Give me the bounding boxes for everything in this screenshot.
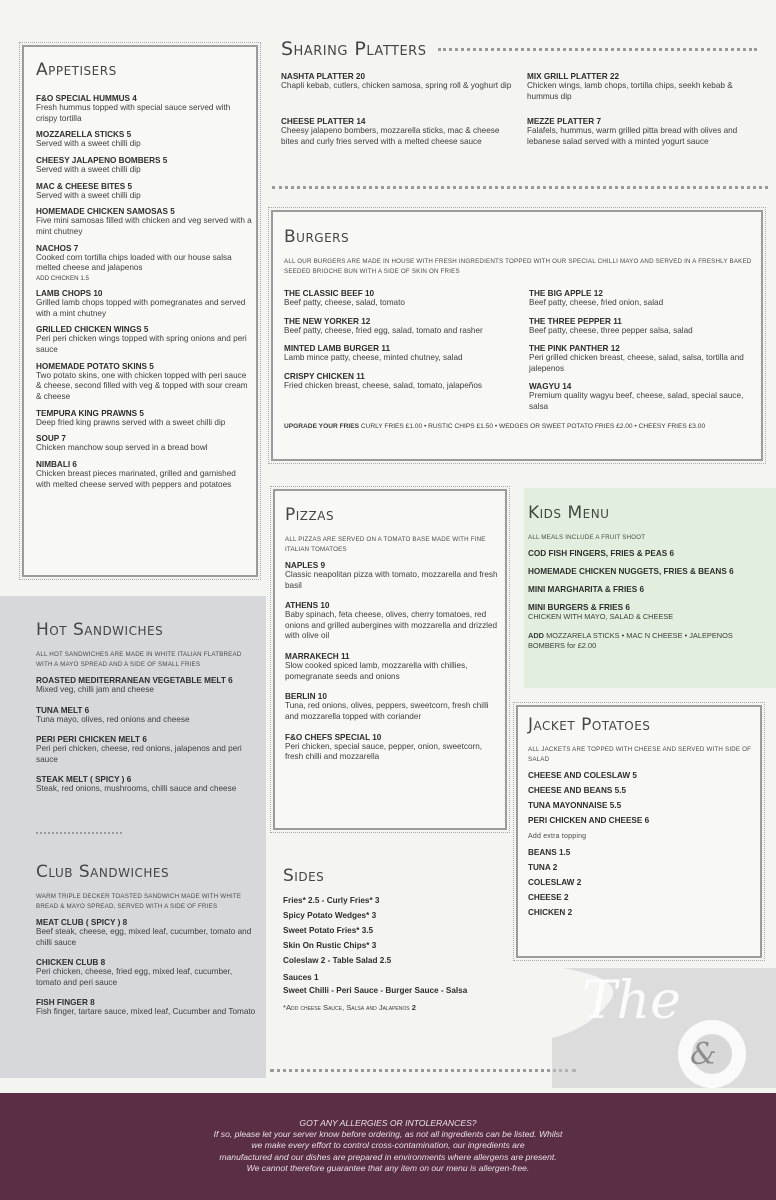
- burgers-section: [284, 227, 754, 430]
- item-price: 12: [593, 288, 603, 298]
- item-description: Fried chicken breast, cheese, salad, tomato, jalapeños: [284, 380, 482, 390]
- item-title: NACHOS: [36, 243, 72, 253]
- item-name: [285, 692, 501, 701]
- menu-item: [528, 549, 768, 558]
- appetisers-section: [36, 60, 252, 496]
- side-item: Fries* 2.5 - Curly Fries* 3: [283, 896, 380, 905]
- jacket-title: Jacket Potatoes: [528, 715, 651, 735]
- burgers-note: ALL OUR BURGERS ARE MADE IN HOUSE WITH FRESH INGREDIENTS TOPPED WITH OUR SPECIAL CHILLI MAYO AND SERVED IN A FRESHLY BAKED SEEDED BRIOCHE BUN WITH A SIDE OF SKIN ON FRIES: [284, 258, 752, 275]
- item-price: 1.5: [558, 848, 571, 858]
- item-name: [36, 94, 252, 103]
- item-price: 7: [61, 434, 66, 444]
- footer-line-2: If so, please let your server know before ordering, as not all ingredients can be listed. Whilst: [213, 1129, 563, 1140]
- item-description: Falafels, hummus, warm grilled pitta bread with olives and lebanese salad served with a minted yogurt sauce: [527, 126, 738, 146]
- item-title: ROASTED MEDITERRANEAN VEGETABLE MELT: [36, 675, 226, 685]
- menu-item: [36, 362, 252, 403]
- item-name: [36, 460, 252, 469]
- item-price: 5: [139, 408, 144, 418]
- item-price: 12: [361, 316, 371, 326]
- sharing-title: Sharing Platters: [281, 38, 427, 60]
- jacket-section: [528, 715, 754, 923]
- item-name: [528, 801, 754, 810]
- item-description: Fish finger, tartare sauce, mixed leaf, Cucumber and Tomato: [36, 1007, 256, 1017]
- menu-item: [285, 601, 501, 642]
- item-price: 12: [610, 344, 620, 354]
- item-description: CHICKEN WITH MAYO, SALAD & CHEESE: [528, 611, 674, 621]
- item-price: 2: [576, 878, 582, 888]
- item-price: 14: [562, 382, 572, 392]
- item-title: NAPLES: [285, 560, 319, 570]
- kids-add-label: ADD: [528, 630, 545, 640]
- item-name: [284, 289, 529, 298]
- menu-item: [529, 382, 754, 412]
- club-section: [36, 862, 258, 1028]
- item-price: 11: [340, 652, 350, 662]
- item-name: [36, 325, 252, 334]
- menu-item: [528, 603, 768, 622]
- menu-item: [528, 848, 754, 857]
- item-price: 14: [356, 117, 366, 127]
- item-description: Served with a sweet chilli dip: [36, 139, 141, 149]
- item-extra: ADD CHICKEN 1.5: [36, 274, 89, 282]
- item-title: BERLIN: [285, 692, 316, 702]
- menu-item: [528, 585, 768, 594]
- item-name: [528, 585, 768, 594]
- item-title: THE CLASSIC BEEF: [284, 288, 363, 298]
- item-title: F&O SPECIAL HUMMUS: [36, 94, 131, 103]
- upgrade-text: CURLY FRIES £1.00 • RUSTIC CHIPS £1.50 • WEDGES OR SWEET POTATO FRIES £2.00 • CHEESY FRIES £3.00: [360, 422, 706, 430]
- item-price: 10: [372, 732, 382, 742]
- menu-item: [36, 409, 252, 429]
- menu-item: [36, 735, 258, 765]
- item-title: THE NEW YORKER: [284, 316, 359, 326]
- item-description: Chicken wings, lamb chops, tortilla chips, seekh kebab & hummus dip: [527, 81, 733, 101]
- item-price: 5.5: [614, 785, 626, 795]
- item-price: 5.5: [609, 800, 622, 810]
- item-title: CHEESE AND BEANS: [528, 785, 613, 795]
- menu-item: [529, 317, 754, 337]
- item-price: 22: [609, 72, 620, 81]
- item-price: 6: [625, 602, 630, 612]
- item-price: 5: [127, 181, 133, 191]
- item-price: 11: [381, 344, 390, 354]
- item-description: Beef steak, cheese, egg, mixed leaf, cucumber, tomato and chilli sauce: [36, 926, 252, 947]
- item-description: Cooked corn tortilla chips loaded with our house salsa melted cheese and jalapenos: [36, 252, 232, 273]
- item-description: Mixed veg, chilli jam and cheese: [36, 684, 154, 694]
- side-item: Coleslaw 2 - Table Salad 2.5: [283, 956, 392, 965]
- item-name: [528, 567, 768, 576]
- item-name: [528, 848, 754, 857]
- sauces-title: Sauces 1: [283, 973, 319, 982]
- menu-item: [36, 156, 252, 176]
- item-description: Five mini samosas filled with chicken and veg served with a mint chutney: [36, 216, 252, 236]
- item-name: [529, 382, 754, 391]
- item-title: MINI MARGHARITA & FRIES: [528, 584, 638, 594]
- menu-item: [284, 372, 529, 392]
- item-description: Tuna, red onions, olives, peppers, sweetcorn, fresh chilli and mozzarella topped with coriander: [285, 701, 489, 722]
- item-name: [528, 771, 754, 780]
- sharing-item: [527, 117, 757, 147]
- item-description: Peri chicken, cheese, fried egg, mixed leaf, cucumber, tomato and peri sauce: [36, 967, 233, 987]
- item-title: CHEESE AND COLESLAW: [528, 770, 631, 780]
- burgers-left-column: [284, 289, 529, 421]
- item-title: NIMBALI: [36, 459, 71, 469]
- menu-item: [284, 289, 529, 309]
- item-title: TUNA: [528, 863, 551, 873]
- jacket-extra-note: Add extra topping: [528, 832, 587, 840]
- menu-item: [36, 182, 252, 202]
- item-name: [285, 601, 501, 610]
- item-name: [528, 908, 754, 917]
- menu-item: [36, 325, 252, 355]
- item-title: STEAK MELT ( SPICY ): [36, 775, 125, 785]
- side-item: Sweet Potato Fries* 3.5: [283, 926, 374, 935]
- menu-item: [284, 344, 529, 364]
- menu-item: [528, 863, 754, 872]
- item-title: MEZZE PLATTER: [527, 117, 595, 127]
- sides-note-price: 2: [411, 1003, 416, 1012]
- item-title: MEAT CLUB ( SPICY ): [36, 917, 121, 927]
- jacket-extras-list: [528, 848, 754, 917]
- logo-graphic: [552, 968, 776, 1088]
- menu-item: [36, 676, 258, 696]
- menu-item: [36, 775, 258, 795]
- item-description: Two potato skins, one with chicken topped with peri sauce & cheese, second filled with veg & topped with sour cream & cheese: [36, 370, 248, 401]
- pizzas-list: [285, 561, 501, 763]
- item-name: [281, 117, 527, 126]
- sharing-item: [527, 72, 757, 102]
- sides-section: [283, 866, 513, 1012]
- menu-item: [36, 434, 252, 454]
- menu-item: [36, 998, 258, 1018]
- item-title: THE PINK PANTHER: [529, 344, 609, 354]
- club-title: Club Sandwiches: [36, 862, 170, 882]
- item-title: COD FISH FINGERS, FRIES & PEAS: [528, 548, 668, 558]
- item-title: CHICKEN: [528, 908, 566, 918]
- hot-list: [36, 676, 258, 795]
- menu-item: [285, 733, 501, 763]
- item-description: Served with a sweet chilli dip: [36, 190, 141, 200]
- item-price: 7: [73, 243, 79, 253]
- item-name: [529, 289, 754, 298]
- item-name: [285, 733, 501, 742]
- item-name: [528, 549, 768, 558]
- item-price: 2: [552, 863, 558, 873]
- item-name: [36, 244, 252, 253]
- item-description: Baby spinach, feta cheese, olives, cherry tomatoes, red onions and grilled aubergines with mozzarella and drizzled with olive oil: [285, 610, 498, 641]
- item-name: [527, 72, 757, 81]
- item-description: Chicken breast pieces marinated, grilled and garnished with melted cheese served with peppers and potatoes: [36, 468, 236, 489]
- item-title: F&O CHEFS SPECIAL: [285, 732, 370, 742]
- item-name: [529, 317, 754, 326]
- item-title: BEANS: [528, 848, 557, 858]
- club-note: WARM TRIPLE DECKER TOASTED SANDWICH MADE WITH WHITE BREAD & MAYO SPREAD, SERVED WITH A SIDE OF FRIES: [36, 893, 242, 910]
- menu-item: [36, 207, 252, 237]
- menu-item: [528, 771, 754, 780]
- menu-item: [36, 289, 252, 319]
- item-title: HOMEMADE CHICKEN SAMOSAS: [36, 207, 168, 217]
- menu-item: [528, 801, 754, 810]
- item-name: [284, 344, 529, 353]
- item-title: SOUP: [36, 434, 60, 444]
- item-name: [36, 998, 258, 1007]
- item-price: 20: [355, 72, 366, 81]
- item-name: [36, 676, 258, 685]
- item-name: [36, 775, 258, 784]
- menu-item: [529, 344, 754, 374]
- item-title: MARRAKECH: [285, 652, 339, 662]
- kids-section: [528, 503, 768, 652]
- item-name: [527, 117, 757, 126]
- kids-title: Kids Menu: [528, 503, 610, 523]
- item-description: Peri peri chicken, cheese, red onions, jalapenos and peri sauce: [36, 744, 242, 764]
- item-name: [36, 735, 258, 744]
- sides-list: [283, 896, 513, 965]
- item-name: [285, 652, 501, 661]
- item-description: Beef patty, cheese, fried egg, salad, tomato and rasher: [284, 325, 483, 335]
- item-title: TEMPURA KING PRAWNS: [36, 408, 138, 418]
- menu-item: [36, 130, 252, 150]
- item-price: 9: [320, 560, 326, 570]
- appetisers-title: Appetisers: [36, 60, 117, 80]
- item-name: [36, 207, 252, 216]
- item-price: 6: [729, 566, 734, 576]
- sharing-section: [281, 38, 757, 153]
- menu-item: [285, 561, 501, 591]
- item-price: 5: [149, 361, 154, 371]
- item-title: LAMB CHOPS: [36, 288, 92, 298]
- item-price: 7: [596, 117, 602, 127]
- item-name: [281, 72, 527, 81]
- hot-note: ALL HOT SANDWICHES ARE MADE IN WHITE ITALIAN FLATBREAD WITH A MAYO SPREAD AND A SIDE OF SMALL FRIES: [36, 651, 242, 668]
- menu-item: [528, 893, 754, 902]
- footer-line-3: we make every effort to control cross-contamination, our ingredients are: [251, 1140, 525, 1151]
- item-name: [36, 409, 252, 418]
- item-name: [36, 156, 252, 165]
- item-title: CHEESE PLATTER: [281, 117, 355, 127]
- sharing-item: [281, 72, 527, 102]
- item-description: Steak, red onions, mushrooms, chilli sauce and cheese: [36, 784, 237, 794]
- sharing-item: [281, 117, 527, 147]
- item-description: Grilled lamb chops topped with pomegranates and served with a mint chutney: [36, 297, 246, 318]
- item-title: COLESLAW: [528, 878, 575, 888]
- jacket-note: ALL JACKETS ARE TOPPED WITH CHEESE AND SERVED WITH SIDE OF SALAD: [528, 746, 752, 763]
- item-title: MINTED LAMB BURGER: [284, 344, 380, 354]
- item-name: [528, 878, 754, 887]
- item-title: TUNA MELT: [36, 705, 83, 715]
- item-price: 5: [143, 325, 149, 335]
- restaurant-logo: [552, 968, 776, 1088]
- item-title: TUNA MAYONNAISE: [528, 800, 608, 810]
- item-price: 5: [170, 207, 175, 217]
- hot-section: [36, 620, 258, 805]
- burgers-title: Burgers: [284, 227, 350, 247]
- item-title: THE BIG APPLE: [529, 288, 592, 298]
- item-price: 10: [317, 692, 327, 702]
- item-title: FISH FINGER: [36, 998, 88, 1008]
- item-description: Beef patty, cheese, three pepper salsa, salad: [529, 325, 693, 335]
- item-title: CHEESE: [528, 893, 562, 903]
- item-price: 5: [126, 130, 132, 140]
- kids-add-text: MOZZARELA STICKS • MAC N CHEESE • JALEPENOS BOMBERS for £2.00: [528, 630, 733, 651]
- bottom-rule: [270, 1069, 576, 1072]
- item-title: MOZZARELLA STICKS: [36, 130, 125, 140]
- item-title: CHEESY JALAPENO BOMBERS: [36, 155, 161, 165]
- item-title: CHICKEN CLUB: [36, 958, 99, 968]
- item-price: 11: [356, 371, 365, 381]
- item-price: 6: [84, 705, 90, 715]
- pizzas-section: [285, 505, 501, 773]
- menu-item: [528, 567, 768, 576]
- item-description: Slow cooked spiced lamb, mozzarella with chillies, pomegranate seeds and onions: [285, 661, 468, 681]
- item-title: NASHTA PLATTER: [281, 72, 354, 81]
- logo-text-the: The: [582, 971, 681, 1031]
- item-name: [528, 603, 768, 612]
- item-price: 4: [132, 94, 137, 103]
- item-title: HOMEMADE POTATO SKINS: [36, 361, 147, 371]
- sides-note: *Add cheese Sauce, Salsa and Jalapenos: [283, 1003, 410, 1012]
- item-title: WAGYU: [529, 382, 560, 392]
- item-title: MIX GRILL PLATTER: [527, 72, 608, 81]
- jacket-list: [528, 771, 754, 825]
- allergy-footer: [0, 1093, 776, 1200]
- side-item: Skin On Rustic Chips* 3: [283, 941, 377, 950]
- menu-item: [528, 878, 754, 887]
- item-description: Served with a sweet chilli dip: [36, 164, 141, 174]
- footer-heading: GOT ANY ALLERGIES OR INTOLERANCES?: [299, 1118, 477, 1128]
- item-price: 6: [72, 459, 77, 469]
- item-name: [36, 918, 258, 927]
- club-list: [36, 918, 258, 1018]
- item-title: MAC & CHEESE BITES: [36, 181, 126, 191]
- appetisers-list: [36, 94, 252, 490]
- pizzas-title: Pizzas: [285, 505, 335, 525]
- upgrade-label: UPGRADE YOUR FRIES: [284, 422, 359, 430]
- item-title: PERI CHICKEN AND CHEESE: [528, 815, 643, 825]
- item-title: HOMEMADE CHICKEN NUGGETS, FRIES & BEANS: [528, 566, 727, 576]
- item-description: Classic neapolitan pizza with tomato, mozzarella and fresh basil: [285, 569, 498, 590]
- item-description: Beef patty, cheese, fried onion, salad: [529, 297, 664, 307]
- sandwich-divider: [36, 832, 122, 834]
- item-description: Fresh hummus topped with special sauce served with crispy tortilla: [36, 103, 231, 123]
- item-price: 6: [639, 584, 645, 594]
- item-name: [36, 130, 252, 139]
- item-price: 6: [669, 548, 675, 558]
- item-name: [529, 344, 754, 353]
- footer-line-5: We cannot therefore guarantee that any item on our menu is allergen-free.: [246, 1162, 530, 1173]
- item-description: Cheesy jalapeno bombers, mozzarella sticks, mac & cheese bites and curly fries served with a melted cheese sauce: [281, 126, 500, 146]
- item-price: 11: [613, 316, 622, 326]
- item-price: 6: [142, 735, 147, 745]
- item-name: [36, 182, 252, 191]
- menu-item: [528, 786, 754, 795]
- menu-item: [528, 816, 754, 825]
- item-description: Chicken manchow soup served in a bread bowl: [36, 443, 208, 453]
- kids-note: ALL MEALS INCLUDE A FRUIT SHOOT: [528, 534, 646, 541]
- item-name: [36, 362, 252, 371]
- side-item: Spicy Potato Wedges* 3: [283, 911, 377, 920]
- menu-item: [36, 94, 252, 124]
- item-price: 2: [567, 908, 573, 918]
- item-title: THE THREE PEPPER: [529, 316, 611, 326]
- item-name: [528, 893, 754, 902]
- item-price: 8: [90, 998, 95, 1008]
- sharing-rule: [438, 48, 757, 51]
- item-price: 6: [644, 815, 650, 825]
- menu-item: [284, 317, 529, 337]
- burgers-right-column: [529, 289, 754, 421]
- item-name: [528, 786, 754, 795]
- item-description: Tuna mayo, olives, red onions and cheese: [36, 714, 190, 724]
- item-price: 6: [126, 775, 132, 785]
- item-price: 10: [364, 288, 375, 298]
- item-name: [285, 561, 501, 570]
- item-title: GRILLED CHICKEN WINGS: [36, 325, 142, 335]
- menu-item: [36, 244, 252, 283]
- item-name: [284, 317, 529, 326]
- item-price: 8: [100, 958, 106, 968]
- menu-item: [36, 958, 258, 988]
- item-price: 8: [122, 917, 128, 927]
- menu-item: [36, 460, 252, 490]
- sharing-grid: [281, 72, 757, 153]
- item-price: 5: [162, 155, 168, 165]
- hot-title: Hot Sandwiches: [36, 620, 164, 640]
- item-name: [284, 372, 529, 381]
- item-price: 10: [320, 601, 330, 611]
- item-title: PERI PERI CHICKEN MELT: [36, 735, 141, 745]
- item-price: 5: [632, 770, 637, 780]
- menu-item: [285, 652, 501, 682]
- item-name: [528, 863, 754, 872]
- item-name: [36, 289, 252, 298]
- menu-item: [36, 918, 258, 948]
- pizzas-note: ALL PIZZAS ARE SERVED ON A TOMATO BASE MADE WITH FINE ITALIAN TOMATOES: [285, 536, 486, 553]
- footer-line-4: manufactured and our dishes are prepared in environments where allergens are present.: [219, 1151, 557, 1162]
- item-price: 10: [93, 288, 103, 298]
- menu-item: [285, 692, 501, 722]
- item-description: Peri peri chicken wings topped with spring onions and peri sauce: [36, 334, 247, 354]
- item-name: [36, 706, 258, 715]
- menu-item: [528, 908, 754, 917]
- item-price: 6: [228, 675, 233, 685]
- item-description: Peri grilled chicken breast, cheese, salad, salsa, tortilla and jalepenos: [529, 353, 744, 373]
- logo-ampersand: &: [690, 1037, 717, 1072]
- item-description: Chapli kebab, cutlers, chicken samosa, spring roll & yoghurt dip: [281, 81, 512, 90]
- sauces-list: Sweet Chilli - Peri Sauce - Burger Sauce - Salsa: [283, 986, 468, 995]
- item-name: [528, 816, 754, 825]
- sides-title: Sides: [283, 866, 325, 886]
- item-title: ATHENS: [285, 601, 319, 611]
- item-name: [36, 434, 252, 443]
- item-description: Peri chicken, special sauce, pepper, onion, sweetcorn, fresh chilli and mozzarella: [285, 741, 483, 762]
- item-title: MINI BURGERS & FRIES: [528, 602, 624, 612]
- item-description: Lamb mince patty, cheese, minted chutney, salad: [284, 353, 463, 363]
- item-title: CRISPY CHICKEN: [284, 371, 354, 381]
- menu-item: [36, 706, 258, 726]
- menu-item: [529, 289, 754, 309]
- item-description: Premium quality wagyu beef, cheese, salad, special sauce, salsa: [529, 391, 744, 412]
- sharing-bottom-rule: [272, 186, 768, 189]
- kids-list: [528, 549, 768, 622]
- item-name: [36, 958, 258, 967]
- item-price: 2: [563, 893, 569, 903]
- item-description: Deep fried king prawns served with a sweet chilli dip: [36, 417, 226, 427]
- item-description: Beef patty, cheese, salad, tomato: [284, 297, 405, 307]
